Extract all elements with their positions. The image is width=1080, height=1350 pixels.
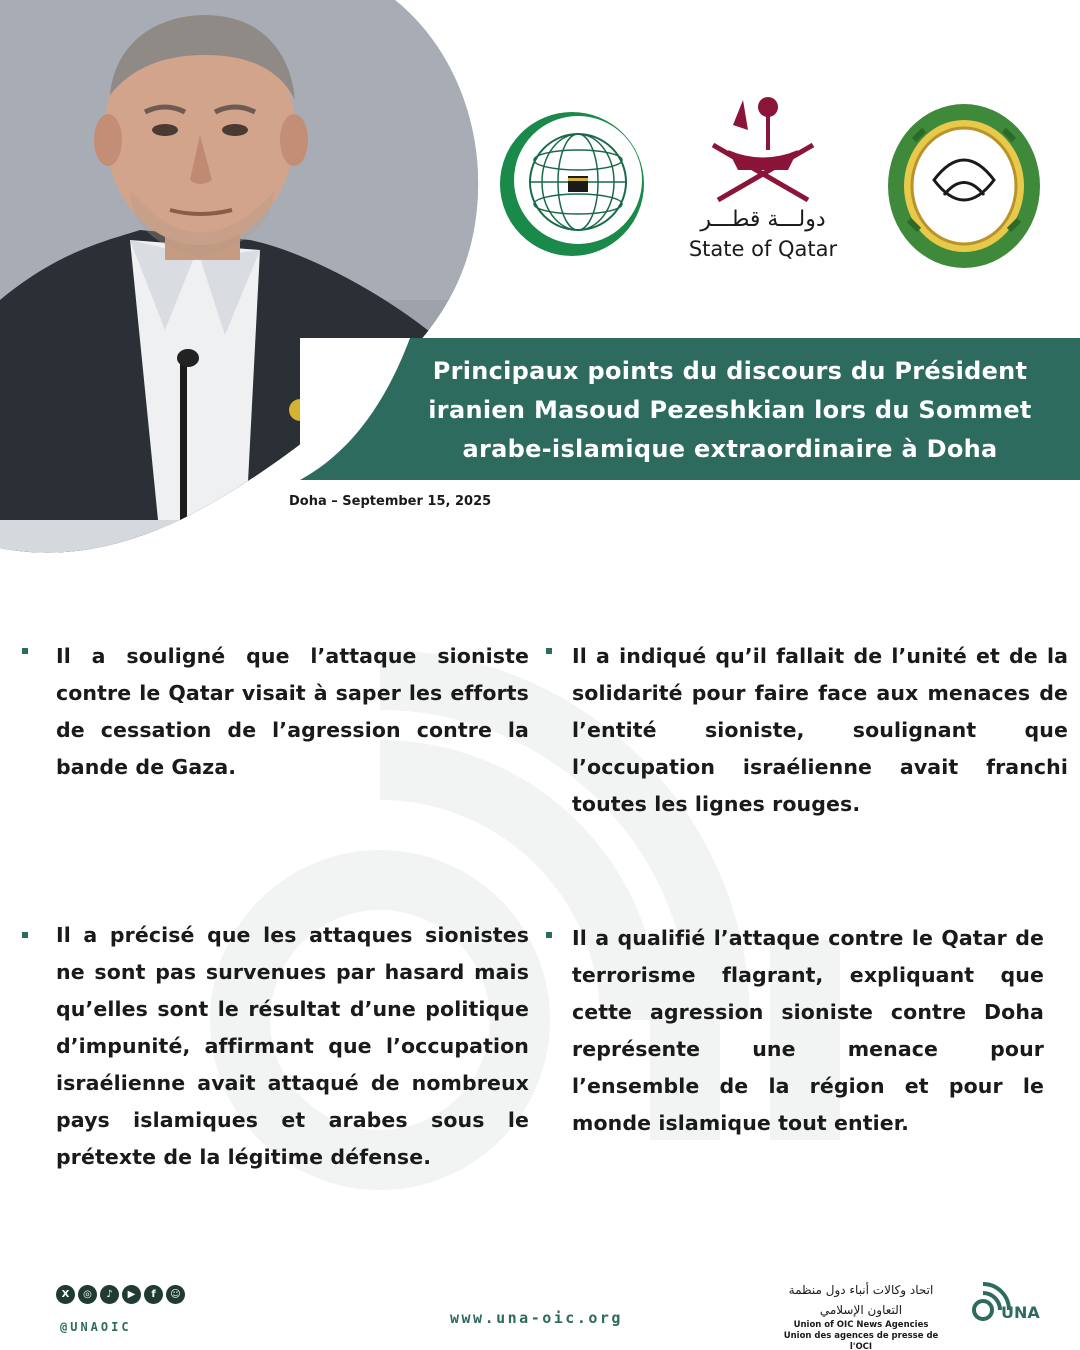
- youtube-icon[interactable]: ▶: [122, 1285, 141, 1304]
- headline-line-2: iranien Masoud Pezeshkian lors du Sommet: [428, 396, 1032, 424]
- dateline: Doha – September 15, 2025: [289, 494, 492, 509]
- arab-league-logo: [884, 100, 1044, 272]
- headline: [400, 352, 1060, 469]
- agency-arabic-name: اتحاد وكالات أنباء دول منظمة التعاون الإسلامي: [788, 1283, 934, 1317]
- point-4: Il a qualifié l’attaque contre le Qatar de terrorisme flagrant, expliquant que cette agression sioniste contre Doha représente une menace pour l’ensemble de la région et pour le monde islamique tout entier.: [572, 926, 1044, 1135]
- social-links: [56, 1285, 185, 1304]
- oic-logo: [500, 112, 645, 257]
- snapchat-icon[interactable]: ☺: [166, 1285, 185, 1304]
- bullet-icon: [546, 932, 552, 938]
- agency-name-block: [775, 1280, 947, 1350]
- arab-league-emblem-icon: [884, 100, 1044, 272]
- bullet-icon: [22, 932, 28, 938]
- qatar-emblem-icon: [688, 95, 838, 205]
- agency-english-name: Union of OIC News Agencies: [793, 1320, 929, 1330]
- instagram-icon[interactable]: ◎: [78, 1285, 97, 1304]
- qatar-english-name: State of Qatar: [688, 237, 838, 261]
- website-link[interactable]: www.una-oic.org: [450, 1309, 623, 1327]
- qatar-arabic-name: دولـــة قطـــر: [700, 207, 826, 232]
- bullet-icon: [546, 648, 552, 654]
- point-3: Il a précisé que les attaques sionistes ne sont pas survenues par hasard mais qu’elles sont le résultat d’une politique d’impunité, affirmant que l’occupation israélienne avait attaqué de nombreux pays islamiques et arabes sous le prétexte de la légitime défense.: [56, 923, 529, 1169]
- oic-crescent-globe-icon: [500, 112, 645, 257]
- qatar-logo: [688, 95, 838, 275]
- point-2: Il a indiqué qu’il fallait de l’unité et de la solidarité pour faire face aux menaces de l’entité sioniste, soulignant que l’occupation israélienne avait franchi toutes les lignes rouges.: [572, 644, 1068, 816]
- headline-line-1: Principaux points du discours du Président: [432, 357, 1028, 385]
- facebook-icon[interactable]: f: [144, 1285, 163, 1304]
- una-label: UNA: [1001, 1303, 1040, 1322]
- point-1: Il a souligné que l’attaque sioniste contre le Qatar visait à saper les efforts de cessation de l’agression contre la bande de Gaza.: [56, 644, 529, 779]
- x-icon[interactable]: X: [56, 1285, 75, 1304]
- agency-french-name: Union des agences de presse de l'OCI: [783, 1331, 939, 1350]
- bullet-icon: [22, 648, 28, 654]
- social-handle[interactable]: @UNAOIC: [60, 1320, 132, 1334]
- tiktok-icon[interactable]: ♪: [100, 1285, 119, 1304]
- headline-line-3: arabe-islamique extraordinaire à Doha: [462, 435, 998, 463]
